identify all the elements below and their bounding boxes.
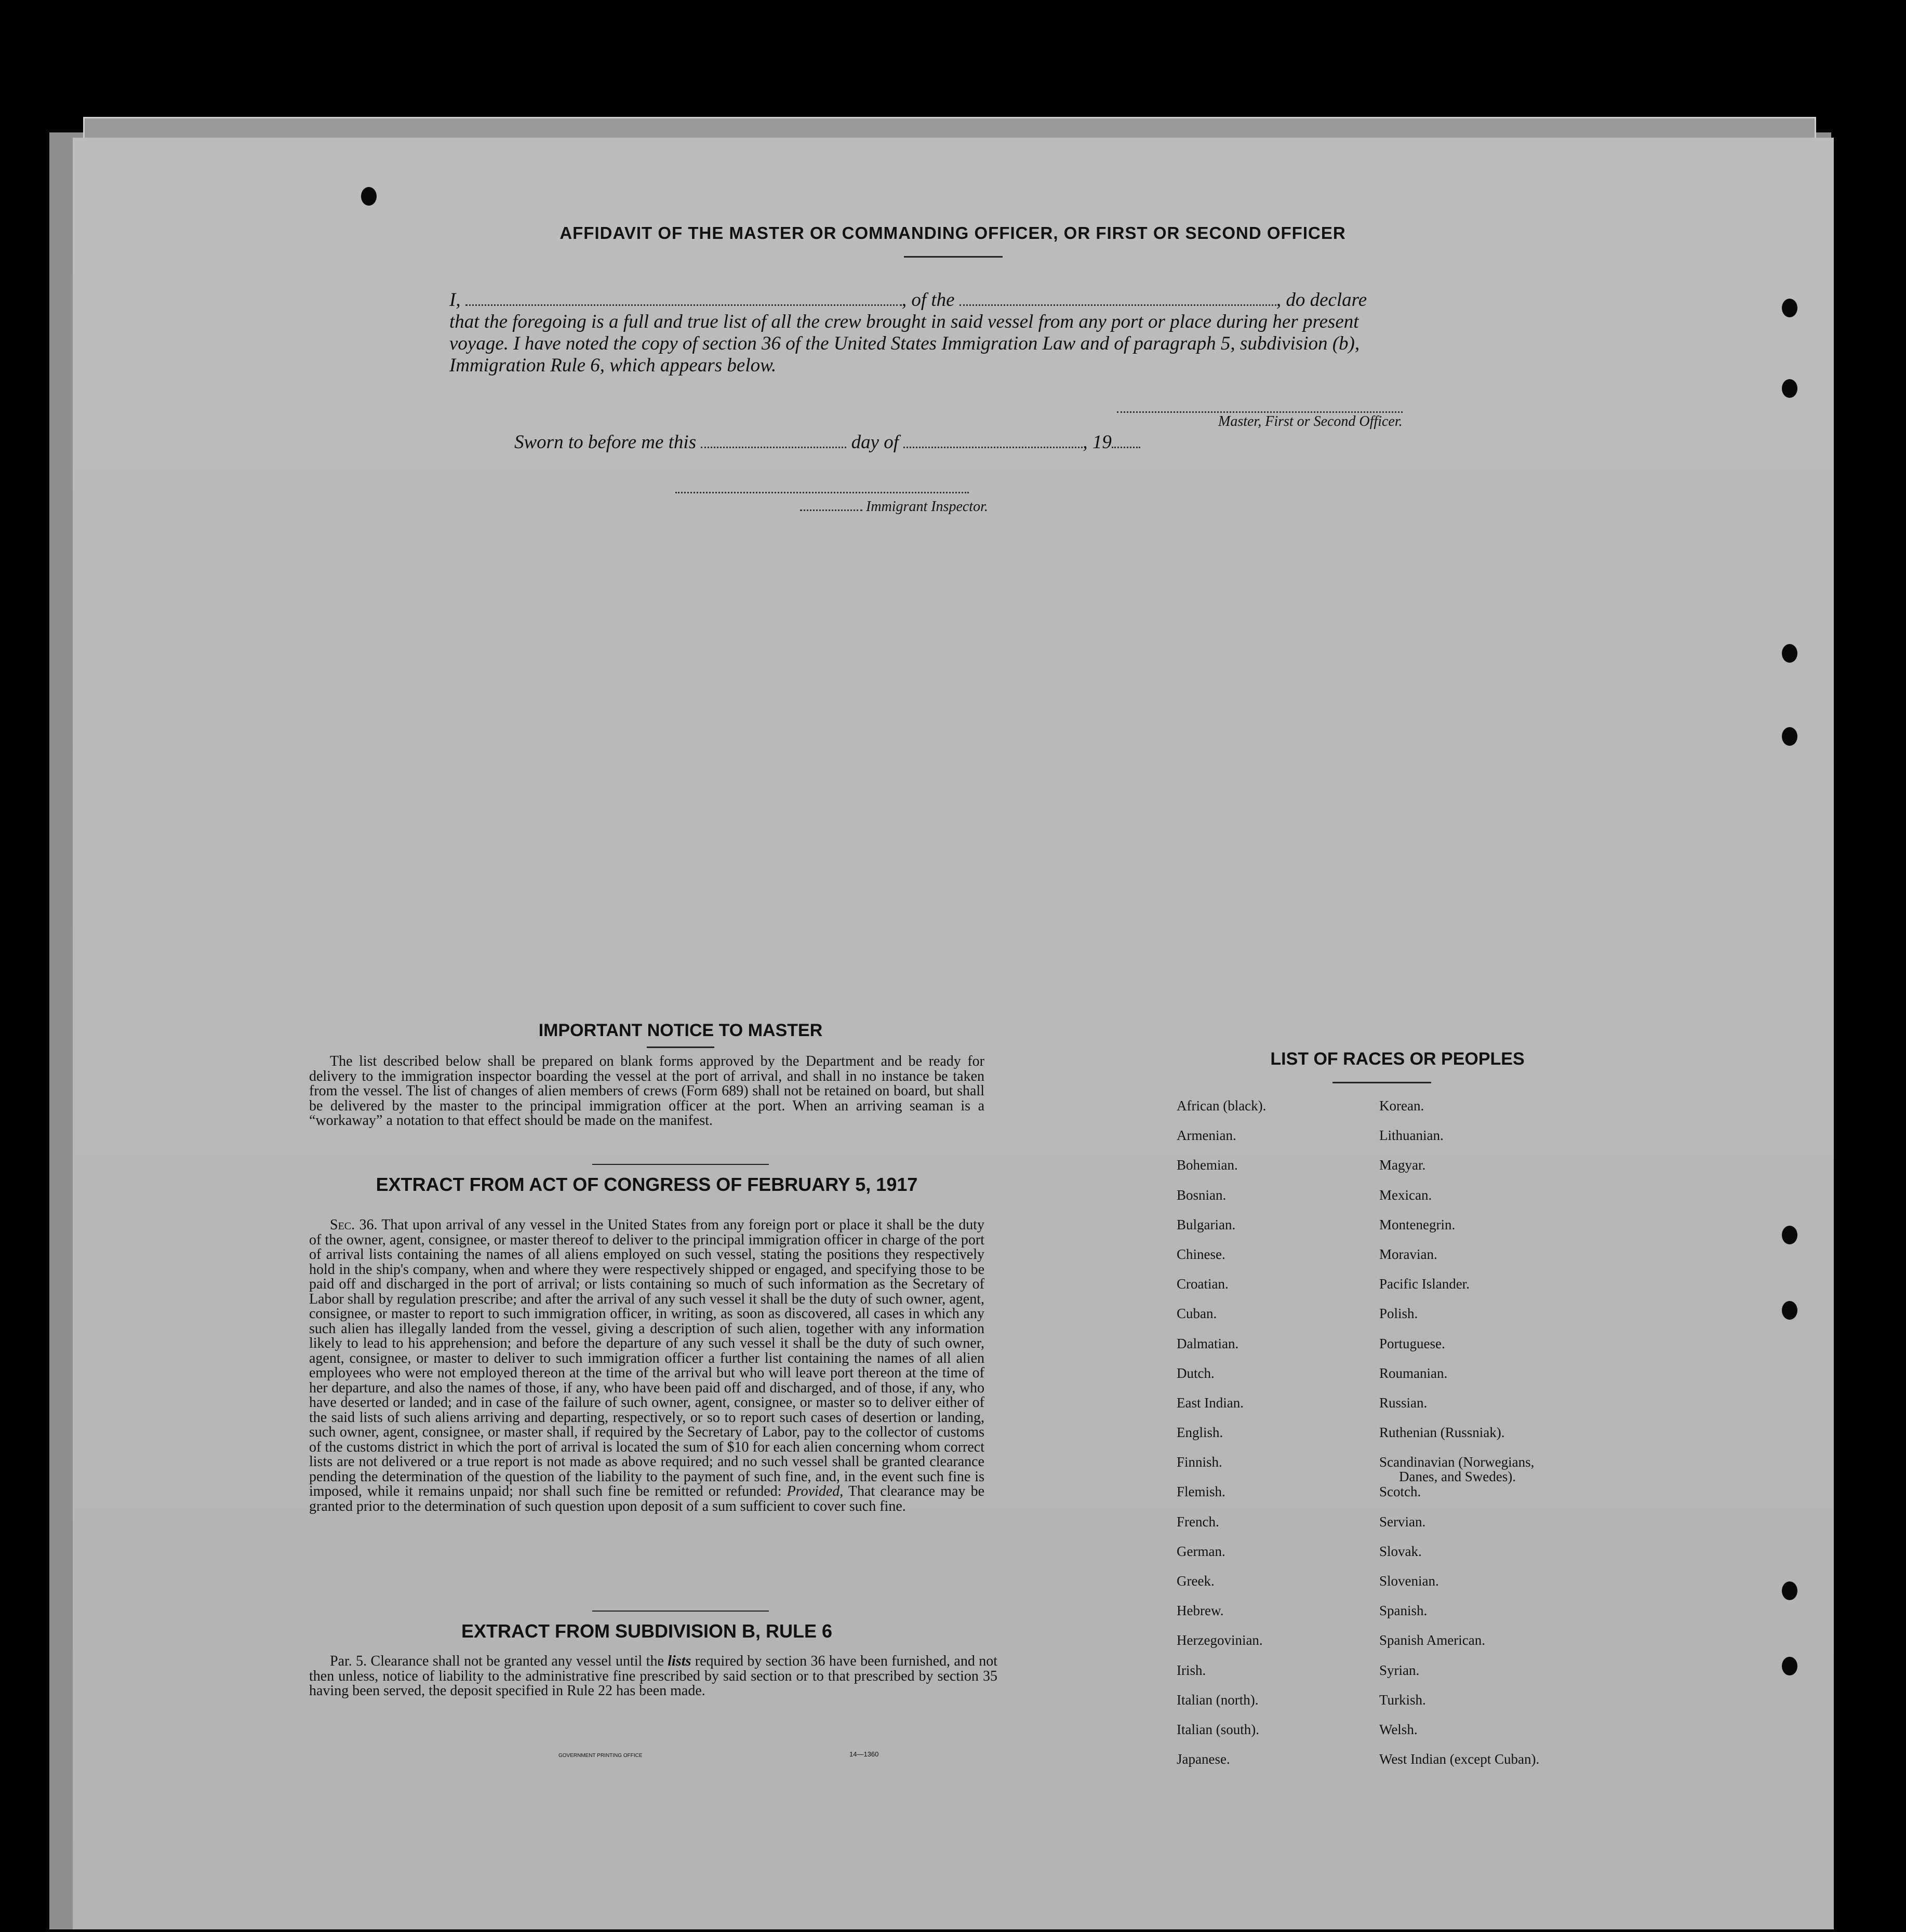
race-item: Croatian. xyxy=(1177,1276,1229,1292)
race-item: Japanese. xyxy=(1177,1751,1230,1767)
notice-body: The list described below shall be prepared on blank forms approved by the Department and be ready for delivery to the immigration inspector boarding the vessel at the port of arrival, and shall in no instance be taken from the vessel. The list of changes of alien members of crews (Form 689) shall not be retained on board, but shall be delivered by the master to the principal immigration officer at the port. When an arriving seaman is a “workaway” a notation to that effect should be made on the manifest. xyxy=(309,1053,984,1129)
race-item: Syrian. xyxy=(1379,1662,1420,1678)
act-end-rule xyxy=(592,1611,769,1612)
race-item: Flemish. xyxy=(1177,1484,1225,1500)
race-item: Italian (south). xyxy=(1177,1721,1259,1737)
punch-hole xyxy=(1782,1657,1797,1675)
punch-hole xyxy=(361,187,377,206)
year-blank[interactable] xyxy=(1112,435,1140,448)
race-item: Dalmatian. xyxy=(1177,1335,1239,1351)
race-item: Cuban. xyxy=(1177,1306,1217,1322)
race-item: Lithuanian. xyxy=(1379,1128,1444,1144)
race-item: Scotch. xyxy=(1379,1484,1421,1500)
punch-hole xyxy=(1782,1226,1797,1244)
race-item: Slovenian. xyxy=(1379,1573,1439,1589)
race-item: Spanish. xyxy=(1379,1603,1428,1619)
form-number: 14—1360 xyxy=(849,1750,879,1758)
race-item: English. xyxy=(1177,1425,1223,1441)
race-item: Pacific Islander. xyxy=(1379,1276,1470,1292)
race-item: Russian. xyxy=(1379,1394,1428,1411)
race-item: Herzegovinian. xyxy=(1177,1632,1263,1648)
punch-hole xyxy=(1782,644,1797,663)
master-signature-label: Master, First or Second Officer. xyxy=(1218,413,1403,430)
races-rule xyxy=(1332,1082,1431,1083)
race-item: Chinese. xyxy=(1177,1246,1225,1262)
race-item-continuation: Danes, and Swedes). xyxy=(1399,1469,1516,1485)
day-blank[interactable] xyxy=(701,435,846,448)
race-item: Ruthenian (Russniak). xyxy=(1379,1425,1505,1441)
race-item: Turkish. xyxy=(1379,1692,1426,1708)
race-item: Servian. xyxy=(1379,1513,1426,1530)
race-item: Bulgarian. xyxy=(1177,1216,1236,1232)
act-title: EXTRACT FROM ACT OF CONGRESS OF FEBRUARY 5, 1917 xyxy=(376,1174,918,1195)
name-blank[interactable] xyxy=(465,293,902,306)
race-item: West Indian (except Cuban). xyxy=(1379,1751,1540,1767)
affidavit-title: AFFIDAVIT OF THE MASTER OR COMMANDING OFFICER, OR FIRST OR SECOND OFFICER xyxy=(559,223,1346,243)
race-item: Greek. xyxy=(1177,1573,1215,1589)
races-title: LIST OF RACES OR PEOPLES xyxy=(1270,1049,1525,1069)
race-item: Roumanian. xyxy=(1379,1365,1448,1381)
race-item: Finnish. xyxy=(1177,1454,1222,1470)
punch-hole xyxy=(1782,727,1797,746)
act-body: Sec. 36. That upon arrival of any vessel in the United States from any foreign port or place it shall be the duty of the owner, agent, consignee, or master thereof to deliver to the principal immigration officer in charge of the port of arrival lists containing the names of all aliens employed on such vessel, stating the positions they respectively hold in the ship's company, when and where they were respectively shipped or engaged, and specifying those to be paid off and discharged in the port of arrival; or lists containing so much of such information as the Secretary of Labor shall by regulation prescribe; and after the arrival of any such vessel it shall be the duty of such owner, agent, consignee, or master to report to such immigration officer, in writing, as soon as discovered, all cases in which any such alien has illegally landed from the vessel, giving a description of such alien, together with any information likely to lead to his apprehension; and before the departure of any such vessel it shall be the duty of such owner, agent, consignee, or master to deliver to such immigration officer a further list containing the names of all alien employees who were not employed thereon at the time of the arrival but who will leave port thereon at the time of her departure, and also the names of those, if any, who have been paid off and discharged, and of those, if any, who have deserted or landed; and in case of the failure of such owner, agent, consignee, or master so to deliver either of the said lists of such aliens arriving and departing, respectively, or so to report such cases of desertion or landing, such owner, agent, consignee, or master shall, if required by the Secretary of Labor, pay to the collector of customs of the customs district in which the port of arrival is located the sum of $10 for each alien concerning whom correct lists are not delivered or a true report is not made as above required; and no such vessel shall be granted clearance pending the determination of the question of the liability to the payment of such fine, and, in the event such fine is imposed, while it remains unpaid; nor shall such fine be remitted or refunded: Provided, That clearance may be granted prior to the determination of such question upon deposit of a sum sufficient to cover such fine. xyxy=(309,1217,984,1514)
race-item: French. xyxy=(1177,1513,1219,1530)
inspector-signature-label: Immigrant Inspector. xyxy=(800,499,988,515)
notice-title: IMPORTANT NOTICE TO MASTER xyxy=(538,1021,823,1040)
affidavit-line-1: I, , of the , do declare xyxy=(449,289,1367,311)
punch-hole xyxy=(1782,1301,1797,1320)
race-item: German. xyxy=(1177,1543,1225,1559)
races-left-column xyxy=(1177,1098,1266,1781)
race-item: Armenian. xyxy=(1177,1128,1236,1144)
master-signature-blank[interactable] xyxy=(1117,400,1403,413)
race-item: Mexican. xyxy=(1379,1187,1432,1203)
race-item: Italian (north). xyxy=(1177,1692,1259,1708)
race-item: Bosnian. xyxy=(1177,1187,1227,1203)
title-rule xyxy=(904,256,1003,258)
notice-end-rule xyxy=(592,1164,769,1165)
affidavit-line-4: Immigration Rule 6, which appears below. xyxy=(449,355,777,376)
race-item: Welsh. xyxy=(1379,1721,1418,1737)
punch-hole xyxy=(1782,1581,1797,1600)
race-item: Portuguese. xyxy=(1379,1335,1445,1351)
race-item: Bohemian. xyxy=(1177,1157,1238,1173)
notice-rule xyxy=(647,1046,714,1048)
vessel-blank[interactable] xyxy=(959,293,1276,306)
race-item: Irish. xyxy=(1177,1662,1206,1678)
rule-title: EXTRACT FROM SUBDIVISION B, RULE 6 xyxy=(461,1620,833,1642)
section-label: Sec. 36. xyxy=(330,1217,378,1233)
race-item: Slovak. xyxy=(1379,1543,1422,1559)
sworn-line: Sworn to before me this day of , 19 xyxy=(514,432,1501,453)
race-item: Magyar. xyxy=(1379,1157,1426,1173)
punch-hole xyxy=(1782,379,1797,398)
document-page xyxy=(73,138,1834,1929)
race-item: Hebrew. xyxy=(1177,1603,1224,1619)
punch-hole xyxy=(1782,299,1797,317)
races-right-column xyxy=(1379,1098,1539,1781)
inspector-signature-blank[interactable] xyxy=(675,480,969,493)
printer-imprint: GOVERNMENT PRINTING OFFICE xyxy=(558,1753,643,1759)
race-item: Dutch. xyxy=(1177,1365,1215,1381)
race-item: Scandinavian (Norwegians, Danes, and Swedes). xyxy=(1379,1454,1535,1485)
race-item: East Indian. xyxy=(1177,1394,1244,1411)
race-item: Polish. xyxy=(1379,1306,1418,1322)
race-item: Moravian. xyxy=(1379,1246,1437,1262)
rule-body: Par. 5. Clearance shall not be granted any vessel until the lists required by section 36 have been furnished, and not then unless, notice of liability to the administrative fine prescribed by said section or to that prescribed by section 35 having been served, the deposit specified in Rule 22 has been made. xyxy=(309,1653,998,1699)
race-item: African (black). xyxy=(1177,1098,1267,1113)
month-blank[interactable] xyxy=(903,435,1083,448)
race-item: Spanish American. xyxy=(1379,1632,1485,1648)
affidavit-line-3: voyage. I have noted the copy of section 36 of the United States Immigration Law and of paragraph 5, subdivision (b), xyxy=(449,333,1360,354)
affidavit-line-2: that the foregoing is a full and true list of all the crew brought in said vessel from any port or place during her present xyxy=(449,311,1359,332)
race-item: Korean. xyxy=(1379,1098,1424,1113)
race-item: Montenegrin. xyxy=(1379,1216,1456,1232)
